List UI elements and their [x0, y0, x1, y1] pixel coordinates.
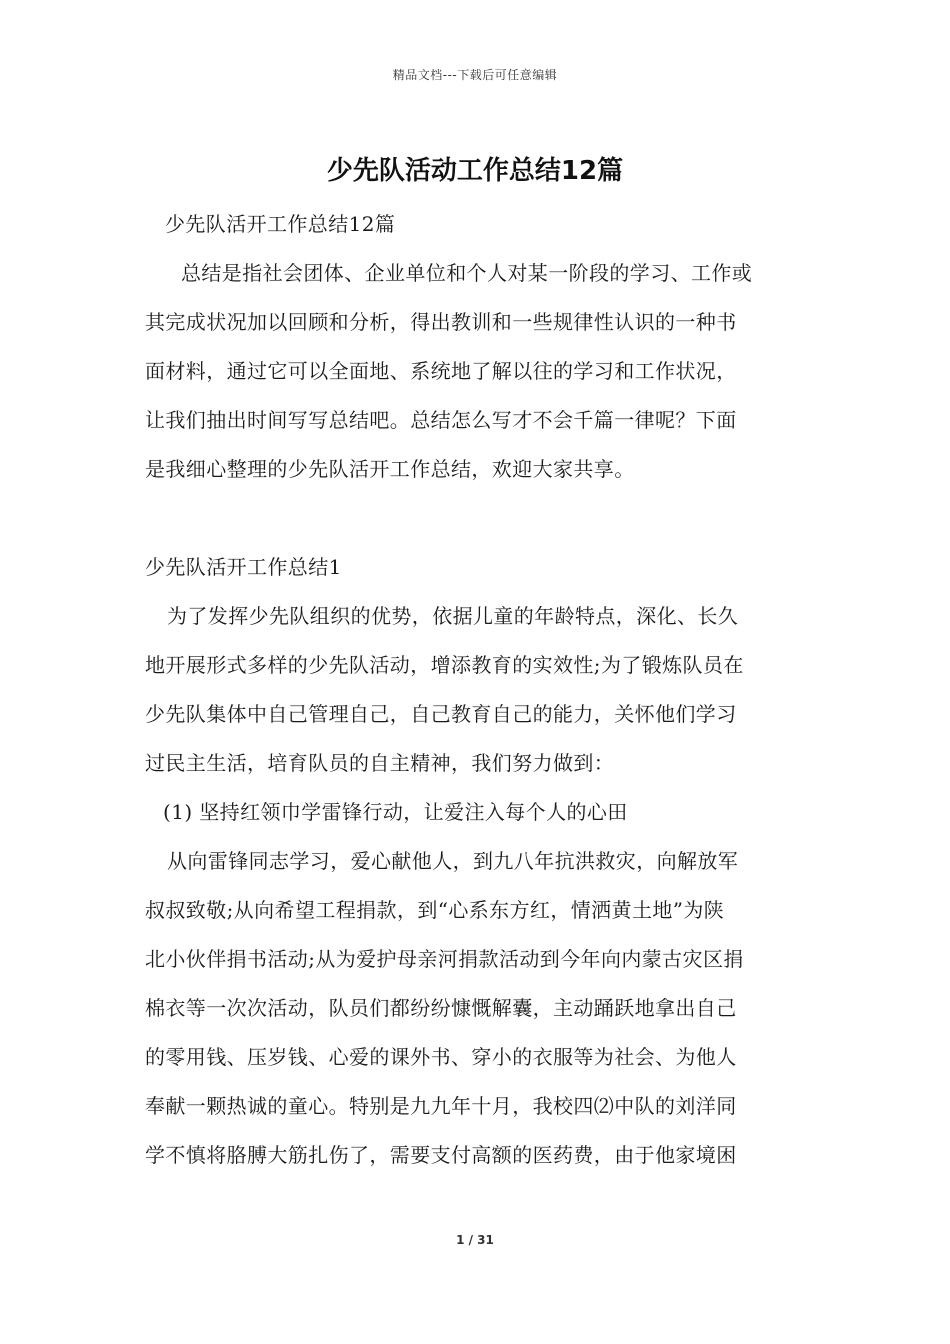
- body-line: 地开展形式多样的少先队活动，增添教育的实效性;为了锻炼队员在: [145, 653, 744, 677]
- body-line: 北小伙伴捐书活动;从为爱护母亲河捐款活动到今年向内蒙古灾区捐: [145, 947, 744, 971]
- section-heading: 少先队活开工作总结1: [145, 555, 342, 579]
- body-line: 是我细心整理的少先队活开工作总结，欢迎大家共享。: [145, 457, 635, 481]
- body-line: 的零用钱、压岁钱、心爱的课外书、穿小的衣服等为社会、为他人: [145, 1045, 737, 1069]
- subtitle-line: 少先队活开工作总结12篇: [165, 212, 396, 236]
- page-number: 1 / 31: [456, 1233, 494, 1247]
- body-line: 叔叔致敬;从向希望工程捐款，到“心系东方红，情洒黄土地”为陕: [145, 898, 725, 922]
- body-line: 为了发挥少先队组织的优势，依据儿童的年龄特点，深化、长久: [167, 604, 739, 628]
- body-line: 学不慎将胳膊大筋扎伤了，需要支付高额的医药费，由于他家境困: [145, 1143, 737, 1167]
- body-line: 奉献一颗热诚的童心。特别是九九年十月，我校四⑵中队的刘洋同: [145, 1094, 737, 1118]
- body-line: 少先队集体中自己管理自己，自己教育自己的能力，关怀他们学习: [145, 702, 737, 726]
- header-note: 精品文档---下载后可任意编辑: [392, 68, 558, 82]
- body-line: 其完成状况加以回顾和分析，得出教训和一些规律性认识的一种书: [145, 310, 737, 334]
- body-line: 面材料，通过它可以全面地、系统地了解以往的学习和工作状况，: [145, 359, 737, 383]
- document-title: 少先队活动工作总结12篇: [326, 156, 624, 186]
- body-line: 总结是指社会团体、企业单位和个人对某一阶段的学习、工作或: [181, 261, 753, 285]
- document-body: [145, 200, 810, 1180]
- body-line: 让我们抽出时间写写总结吧。总结怎么写才不会千篇一律呢？下面: [145, 408, 737, 432]
- list-item-heading: (1) 坚持红领巾学雷锋行动，让爱注入每个人的心田: [163, 800, 628, 824]
- body-line: 棉衣等一次次活动，队员们都纷纷慷慨解囊，主动踊跃地拿出自己: [145, 996, 737, 1020]
- body-line: 过民主生活，培育队员的自主精神，我们努力做到：: [145, 751, 615, 775]
- body-line: 从向雷锋同志学习，爱心献他人，到九八年抗洪救灾，向解放军: [167, 849, 739, 873]
